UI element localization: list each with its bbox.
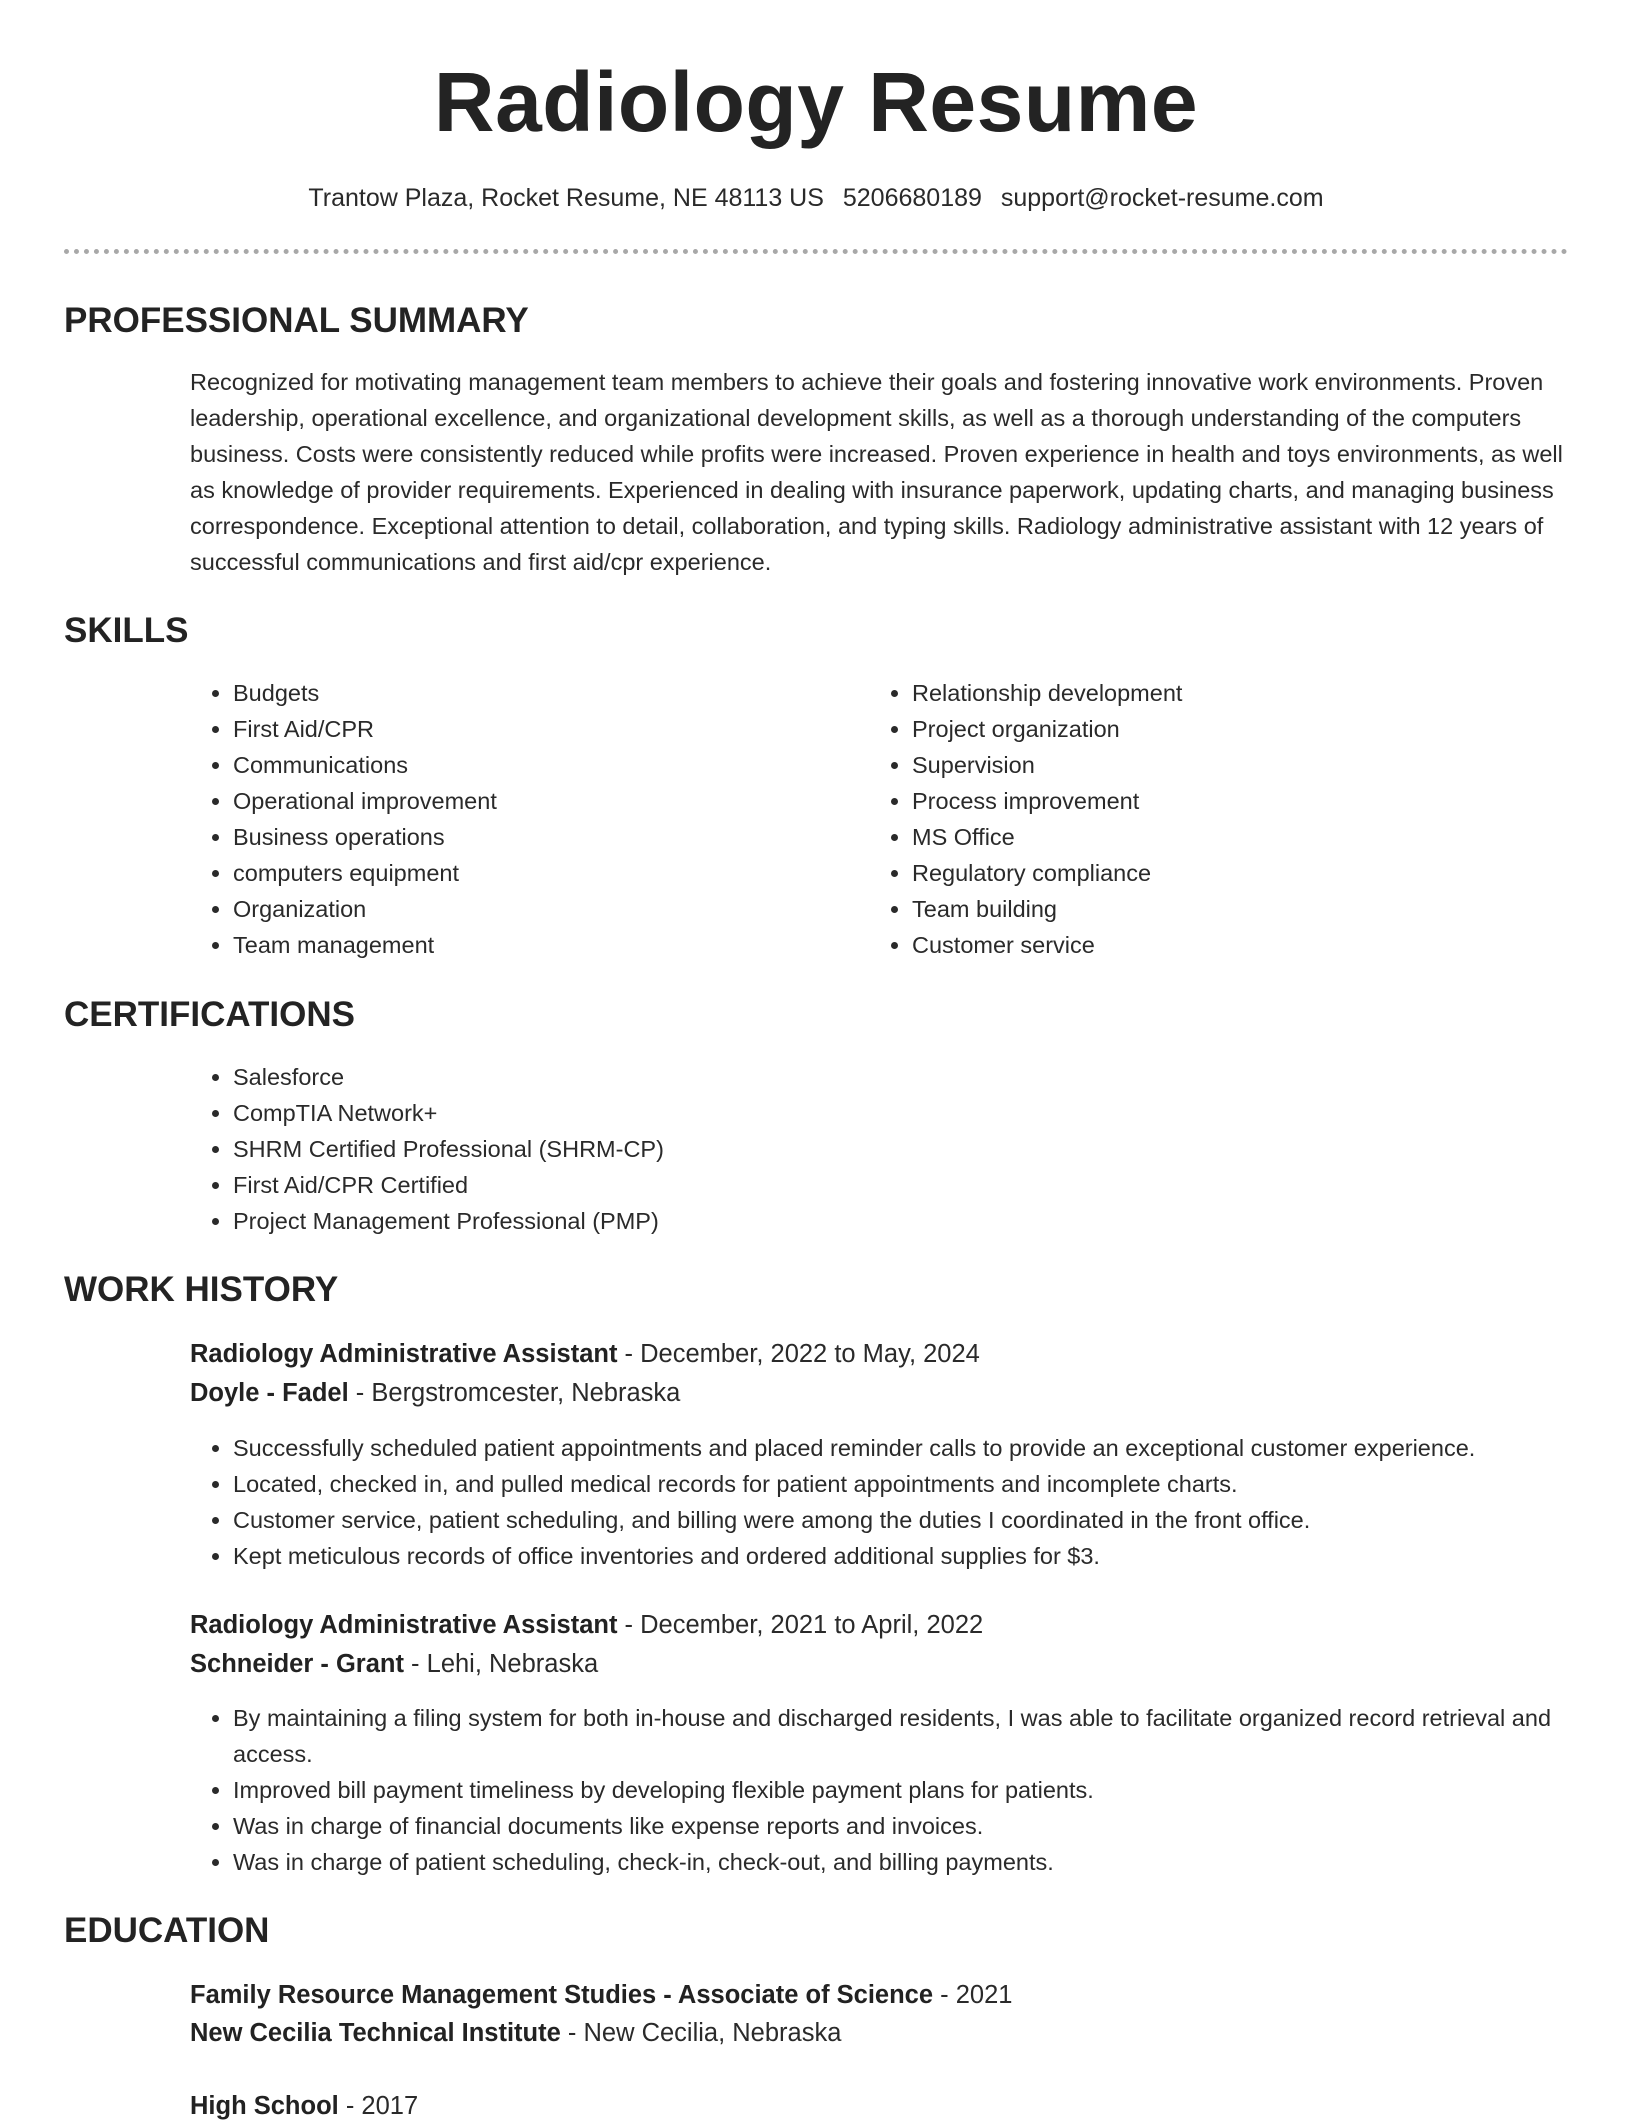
- skill-item: • Supervision: [912, 747, 1532, 783]
- education-location: New Cecilia, Nebraska: [583, 2019, 842, 2047]
- education-year: 2017: [361, 2092, 419, 2120]
- separator: -: [617, 1611, 641, 1639]
- header-divider: [64, 249, 1568, 254]
- job-dates: December, 2021 to April, 2022: [640, 1611, 984, 1639]
- certification-item: • First Aid/CPR Certified: [233, 1167, 1613, 1203]
- skill-item: • Team management: [233, 927, 853, 963]
- separator: -: [348, 1379, 372, 1407]
- education-degree: High School: [190, 2092, 339, 2120]
- skills-list-left: [190, 675, 853, 963]
- summary-text: Recognized for motivating management team members to achieve their goals and fostering innovative work environments. Proven leadership, operational excellence, and organizational development skills, as well as a thorough understanding of the computers business. Costs were consistently reduced while profits were increased. Proven experience in health and toys environments, as well as knowledge of provider requirements. Experienced in dealing with insurance paperwork, updating charts, and managing business correspondence. Exceptional attention to detail, collaboration, and typing skills. Radiology administrative assistant with 12 years of successful communications and first aid/cpr experience.: [190, 369, 1563, 575]
- contact-info: [0, 180, 1632, 216]
- job-bullet: • Customer service, patient scheduling, and billing were among the duties I coordinated in the front office.: [233, 1502, 1632, 1538]
- skill-item: • Business operations: [233, 819, 853, 855]
- job-bullet: • Kept meticulous records of office inventories and ordered additional supplies for $3.: [233, 1538, 1632, 1574]
- skill-item: • Regulatory compliance: [912, 855, 1532, 891]
- skill-item: • Budgets: [233, 675, 853, 711]
- certifications-list: [190, 1059, 1613, 1239]
- skill-item: • Team building: [912, 891, 1532, 927]
- certifications-heading: CERTIFICATIONS: [64, 995, 356, 1034]
- separator: -: [617, 1340, 641, 1368]
- skills-heading: SKILLS: [64, 611, 189, 650]
- education-heading: EDUCATION: [64, 1911, 270, 1950]
- job-bullet: • Was in charge of patient scheduling, check-in, check-out, and billing payments.: [233, 1844, 1613, 1880]
- contact-address: Trantow Plaza, Rocket Resume, NE 48113 US: [308, 184, 824, 212]
- job-company: Schneider - Grant: [190, 1650, 404, 1678]
- certification-item: • Salesforce: [233, 1059, 1613, 1095]
- job-bullet: • Improved bill payment timeliness by developing flexible payment plans for patients.: [233, 1772, 1613, 1808]
- job-title-line: [190, 1335, 1570, 1373]
- certification-item: • SHRM Certified Professional (SHRM-CP): [233, 1131, 1613, 1167]
- education-degree-line: [190, 2087, 1570, 2125]
- certification-item: • Project Management Professional (PMP): [233, 1203, 1613, 1239]
- work-history-heading: WORK HISTORY: [64, 1270, 339, 1309]
- skill-item: • Communications: [233, 747, 853, 783]
- skill-item: • Customer service: [912, 927, 1532, 963]
- education-school-line: [190, 2014, 1570, 2052]
- education-year: 2021: [955, 1981, 1013, 2009]
- skills-list-right: [869, 675, 1532, 963]
- job-company: Doyle - Fadel: [190, 1379, 349, 1407]
- job-title-line: [190, 1606, 1570, 1644]
- contact-phone: 5206680189: [842, 184, 982, 212]
- skill-item: • computers equipment: [233, 855, 853, 891]
- separator: -: [403, 1650, 427, 1678]
- skill-item: • Organization: [233, 891, 853, 927]
- skill-item: • Operational improvement: [233, 783, 853, 819]
- resume-title: Radiology Resume: [433, 55, 1199, 149]
- job-role: Radiology Administrative Assistant: [190, 1611, 618, 1639]
- contact-email: support@rocket-resume.com: [1000, 184, 1324, 212]
- summary-heading: PROFESSIONAL SUMMARY: [64, 301, 529, 340]
- skill-item: • Relationship development: [912, 675, 1532, 711]
- skill-item: • First Aid/CPR: [233, 711, 853, 747]
- job-bullet: • By maintaining a filing system for both in-house and discharged residents, I was able to facilitate organized record retrieval and access.: [233, 1700, 1613, 1772]
- job-location: Bergstromcester, Nebraska: [371, 1379, 681, 1407]
- job-bullets: [190, 1430, 1632, 1574]
- job-role: Radiology Administrative Assistant: [190, 1340, 618, 1368]
- separator: -: [933, 1981, 956, 2009]
- skill-item: • MS Office: [912, 819, 1532, 855]
- separator: -: [338, 2092, 362, 2120]
- job-bullets: [190, 1700, 1613, 1880]
- education-degree-line: [190, 1976, 1570, 2014]
- education-degree: Family Resource Management Studies - Associate of Science: [190, 1981, 934, 2009]
- education-school: New Cecilia Technical Institute: [190, 2019, 561, 2047]
- job-bullet: • Was in charge of financial documents like expense reports and invoices.: [233, 1808, 1613, 1844]
- job-bullet: • Successfully scheduled patient appointments and placed reminder calls to provide an exceptional customer experience.: [233, 1430, 1632, 1466]
- skill-item: • Process improvement: [912, 783, 1532, 819]
- skill-item: • Project organization: [912, 711, 1532, 747]
- certification-item: • CompTIA Network+: [233, 1095, 1613, 1131]
- job-company-line: [190, 1374, 1570, 1412]
- job-dates: December, 2022 to May, 2024: [640, 1340, 980, 1368]
- separator: -: [560, 2019, 584, 2047]
- job-location: Lehi, Nebraska: [426, 1650, 599, 1678]
- job-company-line: [190, 1645, 1570, 1683]
- job-bullet: • Located, checked in, and pulled medical records for patient appointments and incomplete charts.: [233, 1466, 1632, 1502]
